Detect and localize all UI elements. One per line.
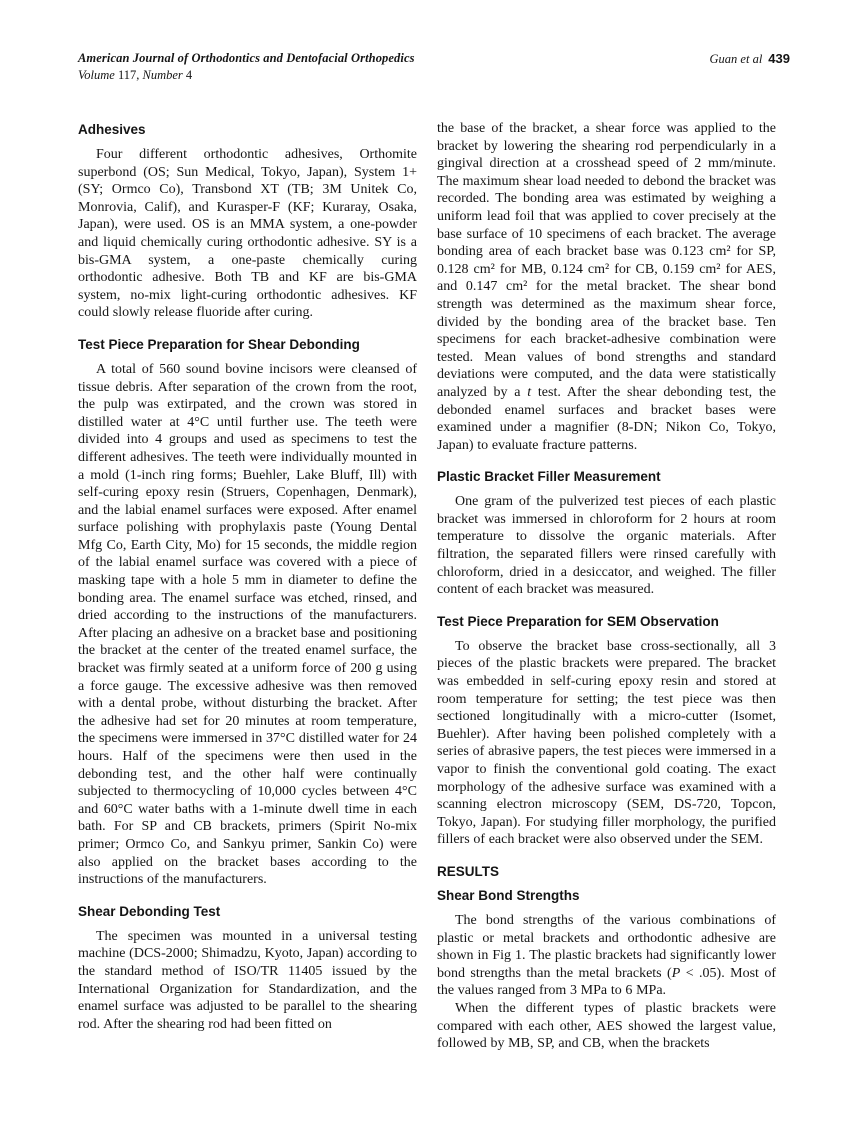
italic-text-run: t (527, 384, 532, 400)
italic-text-run: P (671, 965, 681, 981)
section-heading: Shear Debonding Test (78, 903, 221, 919)
paragraph (437, 638, 776, 849)
journal-identification (78, 50, 415, 84)
issue-number: 4 (185, 68, 193, 82)
volume-issue-line (78, 67, 415, 84)
page-number: 439 (768, 51, 790, 66)
section-heading: RESULTS (437, 863, 500, 879)
text-run: Four different orthodontic adhesives, Orthomite superbond (OS; Sun Medical, Tokyo, Japan), System 1+ (SY; Ormco Co), Transbond XT (TB; 3M Unitek Co, Monrovia, Calif), and Kurasper-F (KF; Kuraray, Osaka, Japan), were used. OS is an MMA system, a one-powder and liquid chemically curing orthodontic adhesive. SY is a bis-GMA system, a one-paste chemically curing orthodontic adhesive. Both TB and KF are bis-GMA system, no-mix light-curing orthodontic adhesives. KF could slowly release fluoride after curing. (78, 147, 417, 321)
running-head (710, 50, 790, 68)
volume-number: 117, (117, 68, 143, 82)
paragraph (437, 120, 776, 454)
paragraph (437, 493, 776, 599)
running-authors: Guan et al (709, 52, 763, 66)
paragraph (78, 146, 417, 322)
section-heading: Test Piece Preparation for SEM Observation (437, 613, 719, 629)
paragraph (78, 928, 417, 1034)
text-run: The bond strengths of the various combinations of plastic or metal brackets and orthodontic adhesive are shown in Fig 1. The plastic brackets had significantly lower bond strengths than the metal brackets ( (437, 912, 776, 981)
text-run: A total of 560 sound bovine incisors were cleansed of tissue debris. After separation of the crown from the root, the pulp was extirpated, and the crown was stored in distilled water at 4°C until further use. The teeth were divided into 4 groups and used as specimens to test the different adhesives. The teeth were individually mounted in a mold (1-inch ring forms; Buehler, Lake Bluff, Ill) with self-curing epoxy resin (Struers, Copenhagen, Denmark), and the labial enamel surfaces were exposed. After enamel surface polishing with prophylaxis paste (Young Dental Mfg Co, Earth City, Mo) for 15 seconds, the middle region of the labial enamel surface was covered with a piece of masking tape with a hole 5 mm in diameter to define the bonding area. The enamel surface was etched, rinsed, and dried according to the instructions of the manufacturers. After placing an adhesive on a bracket base and positioning the bracket at the center of the treated enamel surface, the bracket was firmly seated at a uniform force of 200 g using a force gauge. The excessive adhesive was then removed with a dental probe, without disturbing the bracket. After the adhesive had set for 20 minutes at room temperature, the specimens were immersed in 37°C distilled water for 24 hours. Half of the specimens were then used in the debonding test, and the other half were continually subjected to thermocycling of 10,000 cycles between 4°C and 60°C water baths with a 1-minute dwell time in each bath. For SP and CB brackets, primers (Spirit No-mix primer; Ormco Co, and Sankyu primer, Sankin Co) were also applied on the bracket bases according to the instructions of the manufacturers. (78, 361, 417, 888)
number-word: Number (142, 68, 186, 82)
text-run: When the different types of plastic brackets were compared with each other, AES showed the largest value, followed by MB, SP, and CB, when the brackets (437, 1000, 776, 1052)
journal-title: American Journal of Orthodontics and Dentofacial Orthopedics (78, 51, 415, 65)
text-run: the base of the bracket, a shear force was applied to the bracket by lowering the shearing rod perpendicularly in a gingival direction at a crosshead speed of 2 mm/minute. The maximum shear load needed to debond the bracket was recorded. The bonding area was estimated by weighing a uniform lead foil that was applied to cover precisely at the base surface of 10 specimens of each bracket. The average bonding area of each bracket base was 0.123 cm² for SP, 0.128 cm² for MB, 0.124 cm² for CB, 0.159 cm² for AES, and 0.147 cm² for the metal bracket. The shear bond strength was determined as the maximum shear force, divided by the bonding area of the bracket base. Ten specimens for each bracket-adhesive combination were tested. Mean values of bond strengths and standard deviations were computed, and the data were statistically analyzed by a (437, 121, 776, 400)
section-heading: Test Piece Preparation for Shear Debonding (78, 336, 360, 352)
paragraph (78, 361, 417, 889)
text-run: < .05). Most of the values ranged from 3 MPa to 6 MPa. (437, 965, 776, 999)
text-run: One gram of the pulverized test pieces of each plastic bracket was immersed in chloroform for 2 hours at room temperature to dissolve the organic materials. After filtration, the separated fillers were rinsed carefully with chloroform, dried in a desiccator, and weighed. The filler content of each bracket was measured. (437, 494, 776, 598)
paragraph (437, 912, 776, 1000)
text-run: To observe the bracket base cross-sectionally, all 3 pieces of the plastic brackets were prepared. The bracket was embedded in self-curing epoxy resin and stored at room temperature for setting; the test piece was then sectioned longitudinally with a micro-cutter (Isomet, Buehler). After having been polished completely with a series of abrasive papers, the test pieces were immersed in a vapor to finish the conventional gold coating. The exact morphology of the adhesive surface was examined with a scanning electron microscopy (SEM, DS-720, Topcon, Tokyo, Japan). For studying filler morphology, the purified fillers of each bracket were also observed under the SEM. (437, 638, 776, 848)
volume-word: Volume (78, 68, 118, 82)
section-heading: Adhesives (78, 122, 146, 137)
article-body (78, 120, 790, 1053)
section-heading: Shear Bond Strengths (437, 887, 580, 903)
left-column (78, 120, 417, 1053)
text-run: The specimen was mounted in a universal testing machine (DCS-2000; Shimadzu, Kyoto, Japan) according to the standard method of ISO/TR 11405 issued by the International Organization for Standardization, and the enamel surface was adjusted to be parallel to the shearing rod. After the shearing rod had been fitted on (78, 928, 417, 1032)
paragraph (437, 1000, 776, 1053)
text-run: test. After the shear debonding test, the debonded enamel surfaces and bracket bases were examined under a magnifier (8-DN; Nikon Co, Tokyo, Japan) to evaluate fracture patterns. (437, 384, 777, 453)
section-heading: Plastic Bracket Filler Measurement (437, 469, 661, 485)
right-column (437, 120, 776, 1053)
page-header (78, 50, 790, 84)
